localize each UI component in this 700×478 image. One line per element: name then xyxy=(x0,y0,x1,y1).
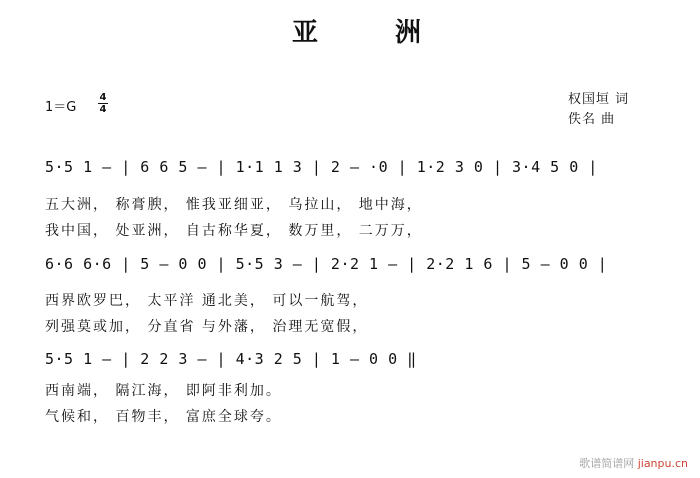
watermark-site-name: 歌谱简谱网 xyxy=(579,457,635,470)
key-signature: 1＝G xyxy=(45,100,77,115)
score-line-1-lyric-verse-1: 五大洲， 称膏腴， 惟我亚细亚， 乌拉山， 地中海， xyxy=(45,197,423,213)
time-signature-top: 4 xyxy=(99,92,107,103)
score-line-1-lyric-verse-2: 我中国， 处亚洲， 自古称华夏， 数万里， 二万万， xyxy=(45,223,423,239)
time-signature xyxy=(98,92,108,115)
page-title: 亚 洲 xyxy=(292,18,456,48)
score-line-2-notes: 6·6 6·6 | 5 — 0 0 | 5·5 3 — | 2·2 1 — | 2·2 1 6 | 5 — 0 0 | xyxy=(45,255,608,273)
score-line-3-lyric-verse-1: 西南端， 隔江海， 即阿非利加。 xyxy=(45,383,282,399)
score-line-2-lyric-verse-1: 西界欧罗巴， 太平洋 通北美， 可以一航驾， xyxy=(45,293,369,309)
score-line-1-notes: 5·5 1 — | 6 6 5 — | 1·1 1 3 | 2 — ·0 | 1·2 3 0 | 3·4 5 0 | xyxy=(45,158,598,176)
lyricist-credit: 权国垣 词 xyxy=(568,92,630,107)
watermark xyxy=(579,455,688,471)
composer-credit: 佚名 曲 xyxy=(568,112,616,127)
watermark-url: jianpu.cn xyxy=(637,457,688,470)
score-line-3-notes: 5·5 1 — | 2 2 3 — | 4·3 2 5 | 1 — 0 0 ‖ xyxy=(45,350,417,368)
score-line-3-lyric-verse-2: 气候和， 百物丰， 富庶全球夸。 xyxy=(45,409,282,425)
score-line-2-lyric-verse-2: 列强莫或加， 分直省 与外藩， 治理无宽假， xyxy=(45,319,369,335)
time-signature-bottom: 4 xyxy=(99,104,107,115)
